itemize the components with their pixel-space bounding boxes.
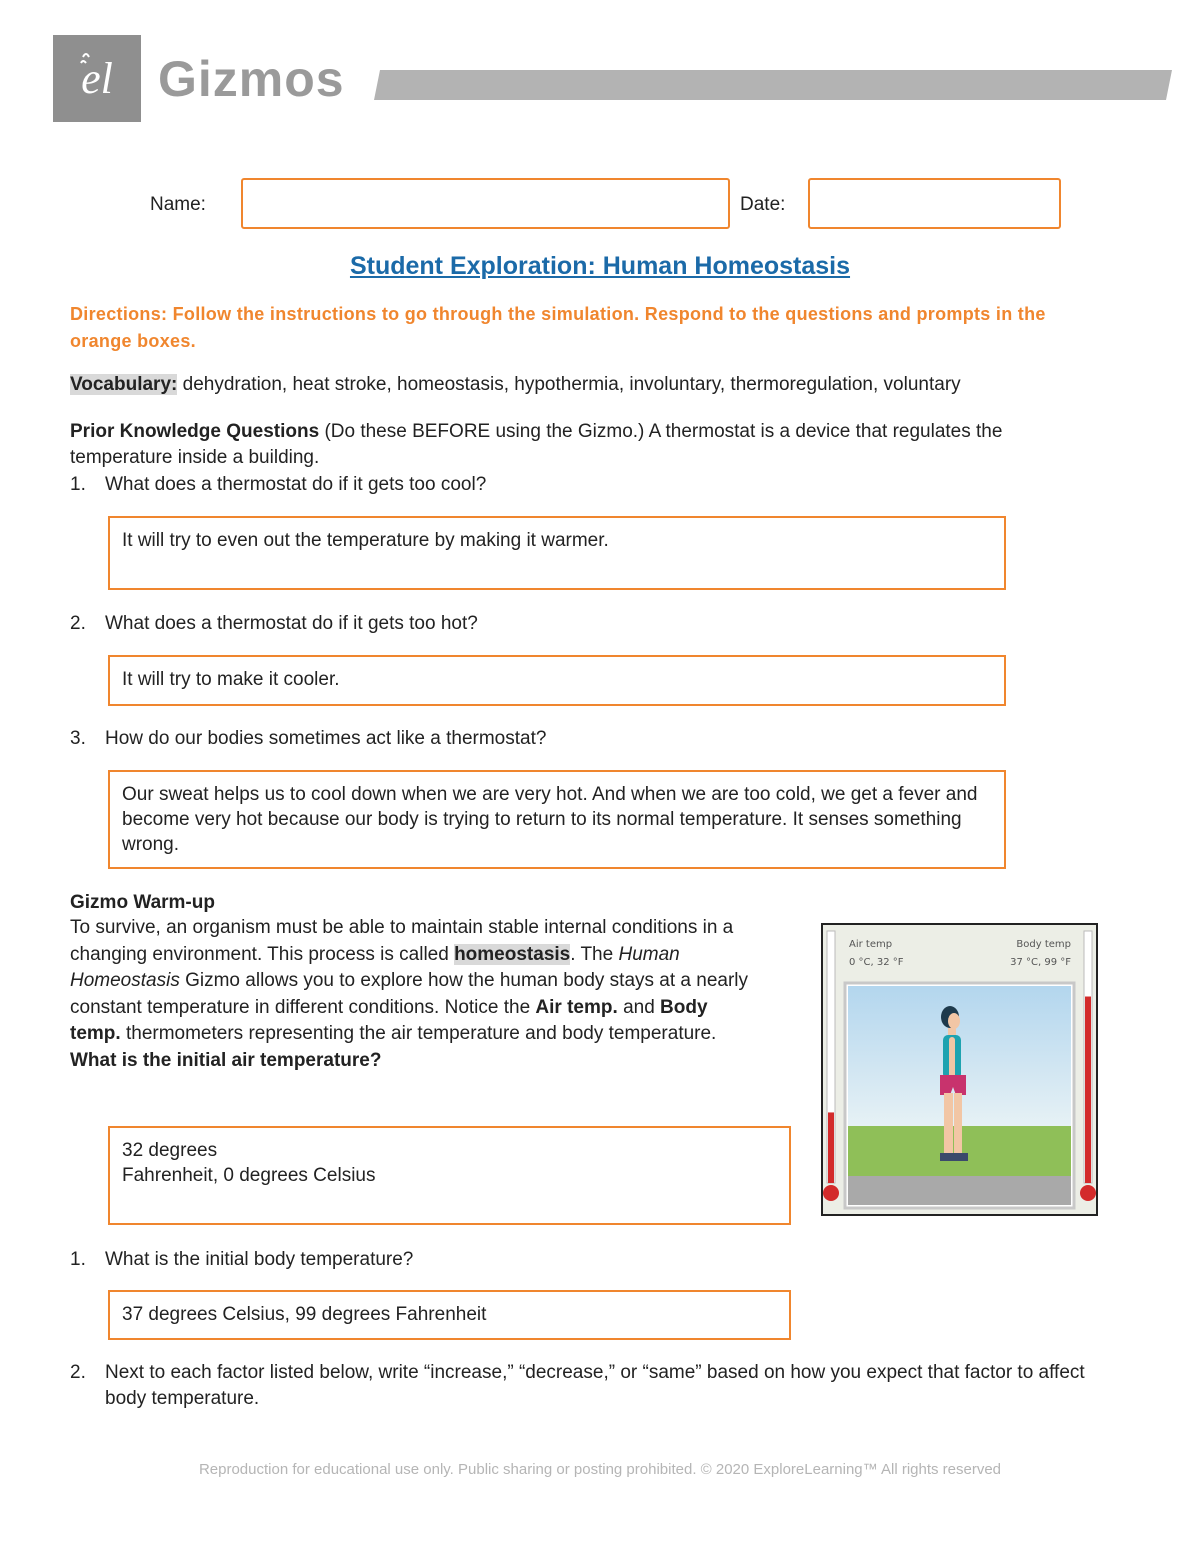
- answer-2-text: It will try to make it cooler.: [122, 669, 340, 690]
- explorelearning-logo-icon: [53, 35, 141, 122]
- question-2: 2. What does a thermostat do if it gets too hot?: [70, 613, 478, 634]
- question-3: 3. How do our bodies sometimes act like a thermostat?: [70, 728, 547, 749]
- answer-3-text: Our sweat helps us to cool down when we are very hot. And when we are too cold, we get a fever and become very hot because our body is trying to return to its normal temperature. It senses something wrong.: [122, 784, 978, 855]
- answer-box-1[interactable]: [108, 516, 1006, 590]
- name-field[interactable]: [241, 178, 730, 229]
- warmup-question-1: 1. What is the initial body temperature?: [70, 1249, 414, 1270]
- footer-copyright: Reproduction for educational use only. Public sharing or posting prohibited. © 2020 ExploreLearning™ All rights reserved: [198, 1461, 1002, 1478]
- date-field[interactable]: [808, 178, 1061, 229]
- vocabulary-label: Vocabulary:: [70, 374, 178, 395]
- prior-knowledge-text: (Do these BEFORE using the Gizmo.) A thermostat is a device that regulates the temperature inside a building.: [70, 421, 1003, 468]
- air-temp-answer-line-2: Fahrenheit, 0 degrees Celsius: [122, 1165, 376, 1186]
- warmup-question-2: 2. Next to each factor listed below, write “increase,” “decrease,” or “same” based on how you expect that factor to affect body temperature.: [70, 1362, 1085, 1409]
- term-homeostasis: homeostasis: [454, 943, 571, 965]
- header-bar: [374, 70, 1172, 100]
- body-temp-label: Body temp: [1016, 939, 1071, 950]
- term-air-temp: Air temp.: [535, 996, 618, 1018]
- air-temp-value: 0 °C, 32 °F: [849, 957, 904, 968]
- answer-box-2[interactable]: [108, 655, 1006, 706]
- logo-text: el: [81, 54, 113, 103]
- answer-box-body-temp[interactable]: [108, 1290, 791, 1340]
- prior-knowledge-intro: [70, 419, 1110, 471]
- question-1: 1. What does a thermostat do if it gets too cool?: [70, 474, 487, 495]
- body-temp-answer: 37 degrees Celsius, 99 degrees Fahrenheit: [122, 1304, 487, 1325]
- date-label: Date:: [740, 194, 786, 215]
- name-label: Name:: [150, 194, 206, 215]
- answer-box-3[interactable]: [108, 770, 1006, 869]
- gizmo-simulation-image: [821, 923, 1098, 1216]
- warmup-question: What is the initial air temperature?: [70, 1049, 382, 1071]
- page-title: Student Exploration: Human Homeostasis: [349, 252, 851, 280]
- prior-knowledge-heading: Prior Knowledge Questions: [70, 421, 320, 442]
- gizmo-name: Human Homeostasis: [70, 943, 680, 991]
- warmup-heading: Gizmo Warm-up: [70, 892, 215, 913]
- air-temp-label: Air temp: [849, 939, 893, 950]
- vocabulary-terms: dehydration, heat stroke, homeostasis, hypothermia, involuntary, thermoregulation, voluntary: [182, 374, 961, 395]
- warmup-paragraph: To survive, an organism must be able to maintain stable internal conditions in a changing environment. This process is called homeostasis. The Human Homeostasis Gizmo allows you to explore how the human body stays at a nearly constant temperature in different conditions. Notice the Air temp. and Body temp. thermometers representing the air temperature and body temperature. What is the initial air temperature?: [70, 917, 749, 1071]
- answer-1-text: It will try to even out the temperature by making it warmer.: [122, 530, 609, 551]
- vocabulary: [70, 372, 1110, 398]
- directions: Directions: Follow the instructions to go through the simulation. Respond to the questions and prompts in the orange boxes.: [70, 304, 1046, 351]
- body-temp-value: 37 °C, 99 °F: [1010, 957, 1071, 968]
- answer-box-air-temp[interactable]: [108, 1126, 791, 1225]
- name-value: [243, 180, 728, 204]
- brand-title: Gizmos: [158, 51, 345, 107]
- term-body-temp: Body temp.: [70, 996, 708, 1044]
- date-value: [810, 180, 1059, 204]
- air-temp-answer-line-1: 32 degrees: [122, 1140, 218, 1161]
